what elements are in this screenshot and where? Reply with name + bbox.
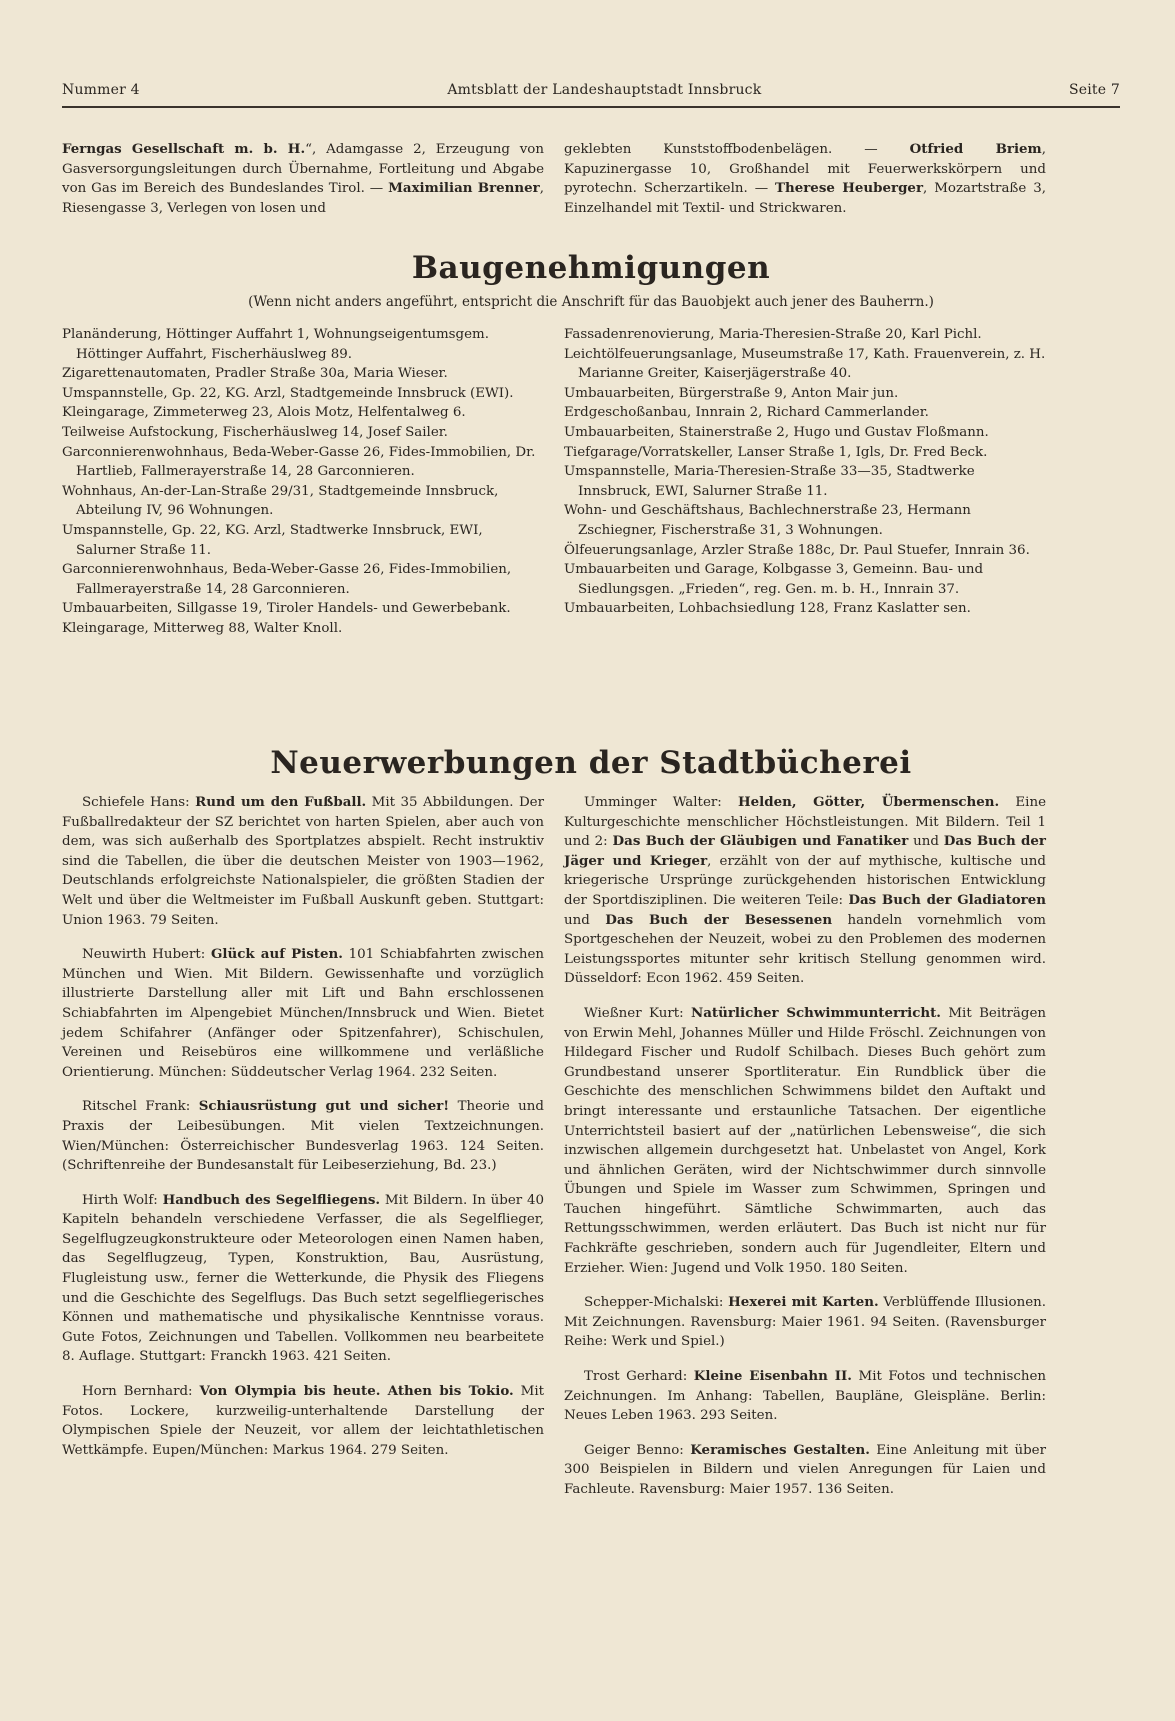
top-left-column: [62, 140, 544, 220]
section-title-baugenehmigungen: Baugenehmigungen: [411, 250, 771, 286]
permit-item: Umbauarbeiten, Stainerstraße 2, Hugo und Gustav Floßmann.: [564, 424, 989, 440]
permit-item: Ölfeuerungsanlage, Arzler Straße 188c, Dr. Paul Stuefer, Innrain 36.: [564, 542, 1030, 558]
permit-item: Umspannstelle, Gp. 22, KG. Arzl, Stadtgemeinde Innsbruck (EWI).: [62, 385, 514, 401]
permit-item: Teilweise Aufstockung, Fischerhäuslweg 14, Josef Sailer.: [62, 424, 448, 440]
permit-item: Umbauarbeiten, Bürgerstraße 9, Anton Mair jun.: [564, 385, 899, 401]
permit-item: Umspannstelle, Maria-Theresien-Straße 33—35, Stadtwerke Innsbruck, EWI, Salurner Straße 11.: [564, 464, 975, 499]
permit-item: Tiefgarage/Vorratskeller, Lanser Straße 1, Igls, Dr. Fred Beck.: [564, 444, 988, 460]
permits-left-column: [62, 325, 544, 639]
header-rule: [62, 106, 1120, 108]
book-entry: Hirth Wolf: Handbuch des Segelfliegens. Mit Bildern. In über 40 Kapiteln behandeln verschiedene Verfasser, die als Segelflieger, Segelflugzeugkonstrukteure oder Meteorologen einen Namen haben, das Segelflugzeug, Typen, Konstruktion, Bau, Ausrüstung, Flugleistung usw., ferner die Wetterkunde, die Physik des Fliegens und die Geschichte des Segelflugs. Das Buch setzt segelfliegerisches Können und mathematische und physikalische Kenntnisse voraus. Gute Fotos, Zeichnungen und Tabellen. Vollkommen neu bearbeitete 8. Auflage. Stuttgart: Franckh 1963. 421 Seiten.: [62, 1191, 544, 1365]
permit-item: Leichtölfeuerungsanlage, Museumstraße 17, Kath. Frauenverein, z. H. Marianne Greiter, Kaiserjägerstraße 40.: [564, 346, 1046, 382]
page-number: Seite 7: [1068, 82, 1120, 98]
page-header: [62, 82, 1120, 98]
book-entry: Geiger Benno: Keramisches Gestalten. Eine Anleitung mit über 300 Beispielen in Bildern und vielen Anregungen für Laien und Fachleute. Ravensburg: Maier 1957. 136 Seiten.: [564, 1441, 1046, 1497]
books-right-column: [564, 793, 1046, 1515]
top-right-column: [564, 140, 1046, 220]
permit-item: Umbauarbeiten, Sillgasse 19, Tiroler Handels- und Gewerbebank.: [62, 601, 511, 617]
trade-license-text-right: geklebten Kunststoffbodenbelägen. — Otfried Briem, Kapuzinergasse 10, Großhandel mit Feuerwerkskörpern und pyrotechn. Scherzartikeln. — Therese Heuberger, Mozartstraße 3, Einzelhandel mit Textil- und Strickwaren.: [564, 141, 1047, 216]
books-left-column: [62, 793, 544, 1475]
trade-license-text-left: Ferngas Gesellschaft m. b. H.“, Adamgasse 2, Erzeugung von Gasversorgungsleitungen durch Übernahme, Fortleitung und Abgabe von Gas im Bereich des Bundeslandes Tirol. — Maximilian Brenner, Riesengasse 3, Verlegen von losen und: [62, 141, 544, 216]
permit-item: Planänderung, Höttinger Auffahrt 1, Wohnungseigentumsgem. Höttinger Auffahrt, Fischerhäuslweg 89.: [62, 327, 489, 362]
permit-item: Erdgeschoßanbau, Innrain 2, Richard Cammerlander.: [564, 405, 929, 421]
issue-number: Nummer 4: [62, 82, 140, 98]
permits-right-column: [564, 325, 1046, 619]
book-entry: Neuwirth Hubert: Glück auf Pisten. 101 Schiabfahrten zwischen München und Wien. Mit Bildern. Gewissenhafte und vorzüglich illustrierte Darstellung aller mit Lift und Bahn erschlossenen Schiabfahrten im Alpengebiet München/Innsbruck und Wien. Bietet jedem Schifahrer (Anfänger oder Spitzenfahrer), Schischulen, Vereinen und Reisebüros eine willkommene und verläßliche Orientierung. München: Süddeutscher Verlag 1964. 232 Seiten.: [62, 946, 544, 1080]
section-title-neuerwerbungen: Neuerwerbungen der Stadtbücherei: [270, 745, 912, 781]
permit-item: Umbauarbeiten, Lohbachsiedlung 128, Franz Kaslatter sen.: [564, 601, 971, 617]
permit-item: Garconnierenwohnhaus, Beda-Weber-Gasse 26, Fides-Immobilien, Fallmerayerstraße 14, 28 Garconnieren.: [62, 562, 512, 597]
permit-item: Umspannstelle, Gp. 22, KG. Arzl, Stadtwerke Innsbruck, EWI, Salurner Straße 11.: [62, 522, 483, 558]
publication-title: Amtsblatt der Landeshauptstadt Innsbruck: [447, 82, 762, 98]
book-entry: Umminger Walter: Helden, Götter, Übermenschen. Eine Kulturgeschichte menschlicher Höchstleistungen. Mit Bildern. Teil 1 und 2: Das Buch der Gläubigen und Fanatiker und Das Buch der Jäger und Krieger, erzählt von der auf mythische, kultische und kriegerische Ursprünge zurückgehenden historischen Entwicklung der Sportdisziplinen. Die weiteren Teile: Das Buch der Gladiatoren und Das Buch der Besessenen handeln vornehmlich vom Sportgeschehen der Neuzeit, wobei zu den Problemen des modernen Leistungssportes mitunter sehr kritisch Stellung genommen wird. Düsseldorf: Econ 1962. 459 Seiten.: [564, 794, 1046, 987]
permit-item: Zigarettenautomaten, Pradler Straße 30a, Maria Wieser.: [62, 366, 448, 382]
permit-item: Fassadenrenovierung, Maria-Theresien-Straße 20, Karl Pichl.: [564, 327, 982, 342]
book-entry: Wießner Kurt: Natürlicher Schwimmunterricht. Mit Beiträgen von Erwin Mehl, Johannes Müller und Hilde Fröschl. Zeichnungen von Hildegard Fischer und Rudolf Schilbach. Dieses Buch gehört zum Grundbestand unserer Sportliteratur. Ein Rundblick über die Geschichte des menschlichen Schwimmens bildet den Auftakt und bringt interessante und erstaunliche Tatsachen. Der eigentliche Unterrichtsteil basiert auf der „natürlichen Lebensweise“, die sich inzwischen allgemein durchgesetzt hat. Unbelastet von Angel, Kork und ähnlichen Geräten, wird der Nichtschwimmer durch sinnvolle Übungen und Spiele im Wasser zum Schwimmen, Springen und Tauchen hingeführt. Sämtliche Schwimmarten, auch das Rettungsschwimmen, werden erläutert. Das Buch ist nicht nur für Fachkräfte geschrieben, sondern auch für Jugendleiter, Eltern und Erzieher. Wien: Jugend und Volk 1950. 180 Seiten.: [564, 1004, 1047, 1276]
book-entry: Horn Bernhard: Von Olympia bis heute. Athen bis Tokio. Mit Fotos. Lockere, kurzweilig-unterhaltende Darstellung der Olympischen Spiele der Neuzeit, vor allem der leichtathletischen Wettkämpfe. Eupen/München: Markus 1964. 279 Seiten.: [62, 1383, 544, 1458]
permit-item: Umbauarbeiten und Garage, Kolbgasse 3, Gemeinn. Bau- und Siedlungsgen. „Frieden“, reg. Gen. m. b. H., Innrain 37.: [564, 562, 984, 597]
section-note: (Wenn nicht anders angeführt, entspricht die Anschrift für das Bauobjekt auch jener des Bauherrn.): [248, 294, 934, 310]
book-entry: Trost Gerhard: Kleine Eisenbahn II. Mit Fotos und technischen Zeichnungen. Im Anhang: Tabellen, Baupläne, Gleispläne. Berlin: Neues Leben 1963. 293 Seiten.: [564, 1368, 1047, 1424]
book-entry: Schiefele Hans: Rund um den Fußball. Mit 35 Abbildungen. Der Fußballredakteur der SZ berichtet von harten Spielen, aber auch von dem, was sich außerhalb des Sportplatzes abspielt. Recht instruktiv sind die Tabellen, die über die deutschen Meister von 1903—1962, Deutschlands erfolgreichste Nationalspieler, die größten Stadien der Welt und über die Weltmeister im Fußball Auskunft geben. Stuttgart: Union 1963. 79 Seiten.: [62, 794, 545, 928]
permit-item: Wohnhaus, An-der-Lan-Straße 29/31, Stadtgemeinde Innsbruck, Abteilung IV, 96 Wohnungen.: [62, 483, 499, 519]
permit-item: Kleingarage, Mitterweg 88, Walter Knoll.: [62, 620, 343, 636]
book-entry: Ritschel Frank: Schiausrüstung gut und sicher! Theorie und Praxis der Leibesübungen. Mit vielen Textzeichnungen. Wien/München: Österreichischer Bundesverlag 1963. 124 Seiten. (Schriftenreihe der Bundesanstalt für Leibeserziehung, Bd. 23.): [62, 1098, 544, 1174]
permit-item: Wohn- und Geschäftshaus, Bachlechnerstraße 23, Hermann Zschiegner, Fischerstraße 31, 3 Wohnungen.: [564, 503, 971, 538]
book-entry: Schepper-Michalski: Hexerei mit Karten. Verblüffende Illusionen. Mit Zeichnungen. Ravensburg: Maier 1961. 94 Seiten. (Ravensburger Reihe: Werk und Spiel.): [564, 1294, 1046, 1350]
permit-item: Garconnierenwohnhaus, Beda-Weber-Gasse 26, Fides-Immobilien, Dr. Hartlieb, Fallmerayerstraße 14, 28 Garconnieren.: [62, 444, 536, 480]
permit-item: Kleingarage, Zimmeterweg 23, Alois Motz, Helfentalweg 6.: [62, 405, 466, 421]
